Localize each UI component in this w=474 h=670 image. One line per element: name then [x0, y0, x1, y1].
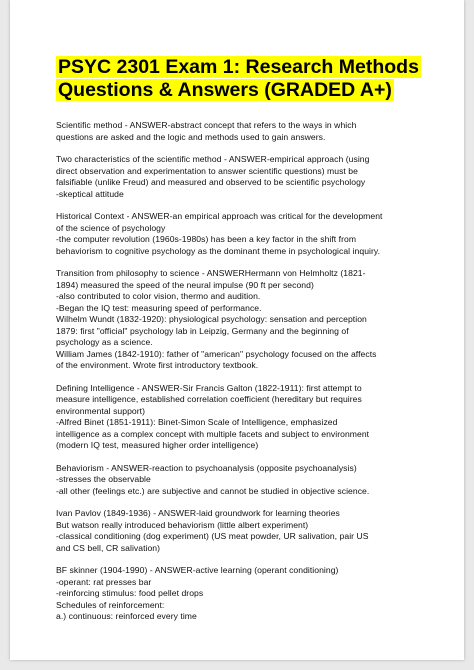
qa-section-two-characteristics: Two characteristics of the scientific method - ANSWER-empirical approach (using direct observation and experimentation to answer scientific questions) must be falsifiable (unlike Freud) and measured and observed to be scientific psychology -skeptical attitude: [56, 154, 370, 199]
qa-section-bf-skinner: BF skinner (1904-1990) - ANSWER-active learning (operant conditioning) -operant: rat presses bar -reinforcing stimulus: food pellet drops Schedules of reinforcement: a.) continuous: reinforced every time: [56, 565, 339, 621]
qa-section-defining-intelligence: Defining Intelligence - ANSWER-Sir Francis Galton (1822-1911): first attempt to measure intelligence, established correlation coefficient (hereditary but requires environmental support) -Alfred Binet (1851-1911): Binet-Simon Scale of Intelligence, emphasized intelligence as a complex concept with multiple facets and subject to environment (modern IQ test, measured higher order intelligence): [56, 382, 370, 450]
qa-section-philosophy-to-science: Transition from philosophy to science - ANSWERHermann von Helmholtz (1821- 1894) measured the speed of the neural impulse (90 ft per second) -also contributed to color vision, thermo and audition. -Began the IQ test: measuring speed of performance. Wilhelm Wundt (1832-1920): physiological psychology: sensation and perception 1879: first "official" psychology lab in Leipzig, Germany and the beginning of psychology as a science. William James (1842-1910): father of "american" psychology focused on the affects of the environment. Wrote first introductory textbook.: [56, 268, 377, 370]
title-highlight: PSYC 2301 Exam 1: Research Methods Questions & Answers (GRADED A+): [58, 56, 419, 101]
document-content: [56, 56, 434, 634]
document-page: [10, 0, 464, 660]
qa-section-ivan-pavlov: Ivan Pavlov (1849-1936) - ANSWER-laid groundwork for learning theories But watson really introduced behaviorism (little albert experiment) -classical conditioning (dog experiment) (US meat powder, UR salivation, pair US and CS bell, CR salivation): [56, 508, 369, 553]
qa-section-behaviorism: Behaviorism - ANSWER-reaction to psychoanalysis (opposite psychoanalysis) -stresses the observable -all other (feelings etc.) are subjective and cannot be studied in objective science.: [56, 462, 370, 496]
qa-section-historical-context: Historical Context - ANSWER-an empirical approach was critical for the development of the science of psychology -the computer revolution (1960s-1980s) has been a key factor in the shift from behaviorism to cognitive psychology as the dominant theme in psychological inquiry.: [56, 211, 383, 256]
document-title: [56, 56, 434, 102]
qa-section-scientific-method: Scientific method - ANSWER-abstract concept that refers to the ways in which questions are asked and the logic and methods used to gain answers.: [56, 120, 357, 142]
